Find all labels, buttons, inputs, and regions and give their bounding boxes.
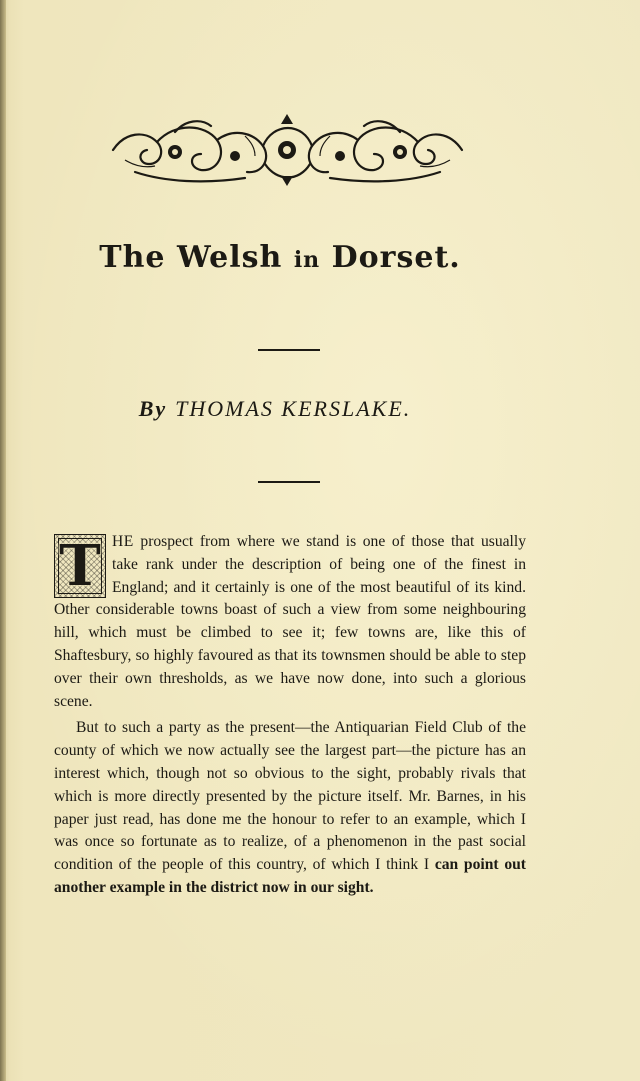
paragraph-2 [54,717,526,899]
author-name: THOMAS KERSLAKE. [175,396,412,421]
author-byline [0,396,595,422]
dropcap-letter: T [59,533,101,599]
title-word-the: The [99,240,166,275]
chapter-title [0,240,600,275]
body-text [54,531,526,900]
paragraph-1 [54,531,526,713]
ornamental-dropcap [54,534,106,598]
title-word-in: in [293,247,321,273]
byline-rule [258,481,320,483]
byline-prefix: By [138,396,168,421]
paragraph-1-caps: HE [112,533,134,550]
title-word-dorset: Dorset. [331,240,461,275]
decorative-headpiece-ornament [105,112,470,188]
title-word-welsh: Welsh [176,240,283,275]
paragraph-2-final-line: can point out another example in the district now in our sight. [54,856,526,896]
paragraph-2-text: But to such a party as the present—the Antiquarian Field Club of the county of which we now actually see the largest part—the picture has an interest which, though not so obvious to the sight, probably rivals that which is more directly presented by the picture itself. Mr. Barnes, in his paper just read, has done me the honour to refer to an example, which I was once so fortunate as to realize, of a phenomenon in the past social condition of the people of this country, of which I think I [54,719,526,874]
page-gutter [0,0,6,1081]
title-rule [258,349,320,351]
paragraph-1-text: prospect from where we stand is one of those that usually take rank under the description of being one of the finest in England; and it certainly is one of the most beautiful of its kind. Other considerable towns boast of such a view from some neighbouring hill, which must be climbed to see it; few towns are, like this of Shaftesbury, so highly favoured as that its townsmen should be able to step over their own thresholds, as we have now done, into such a glorious scene. [54,533,526,710]
